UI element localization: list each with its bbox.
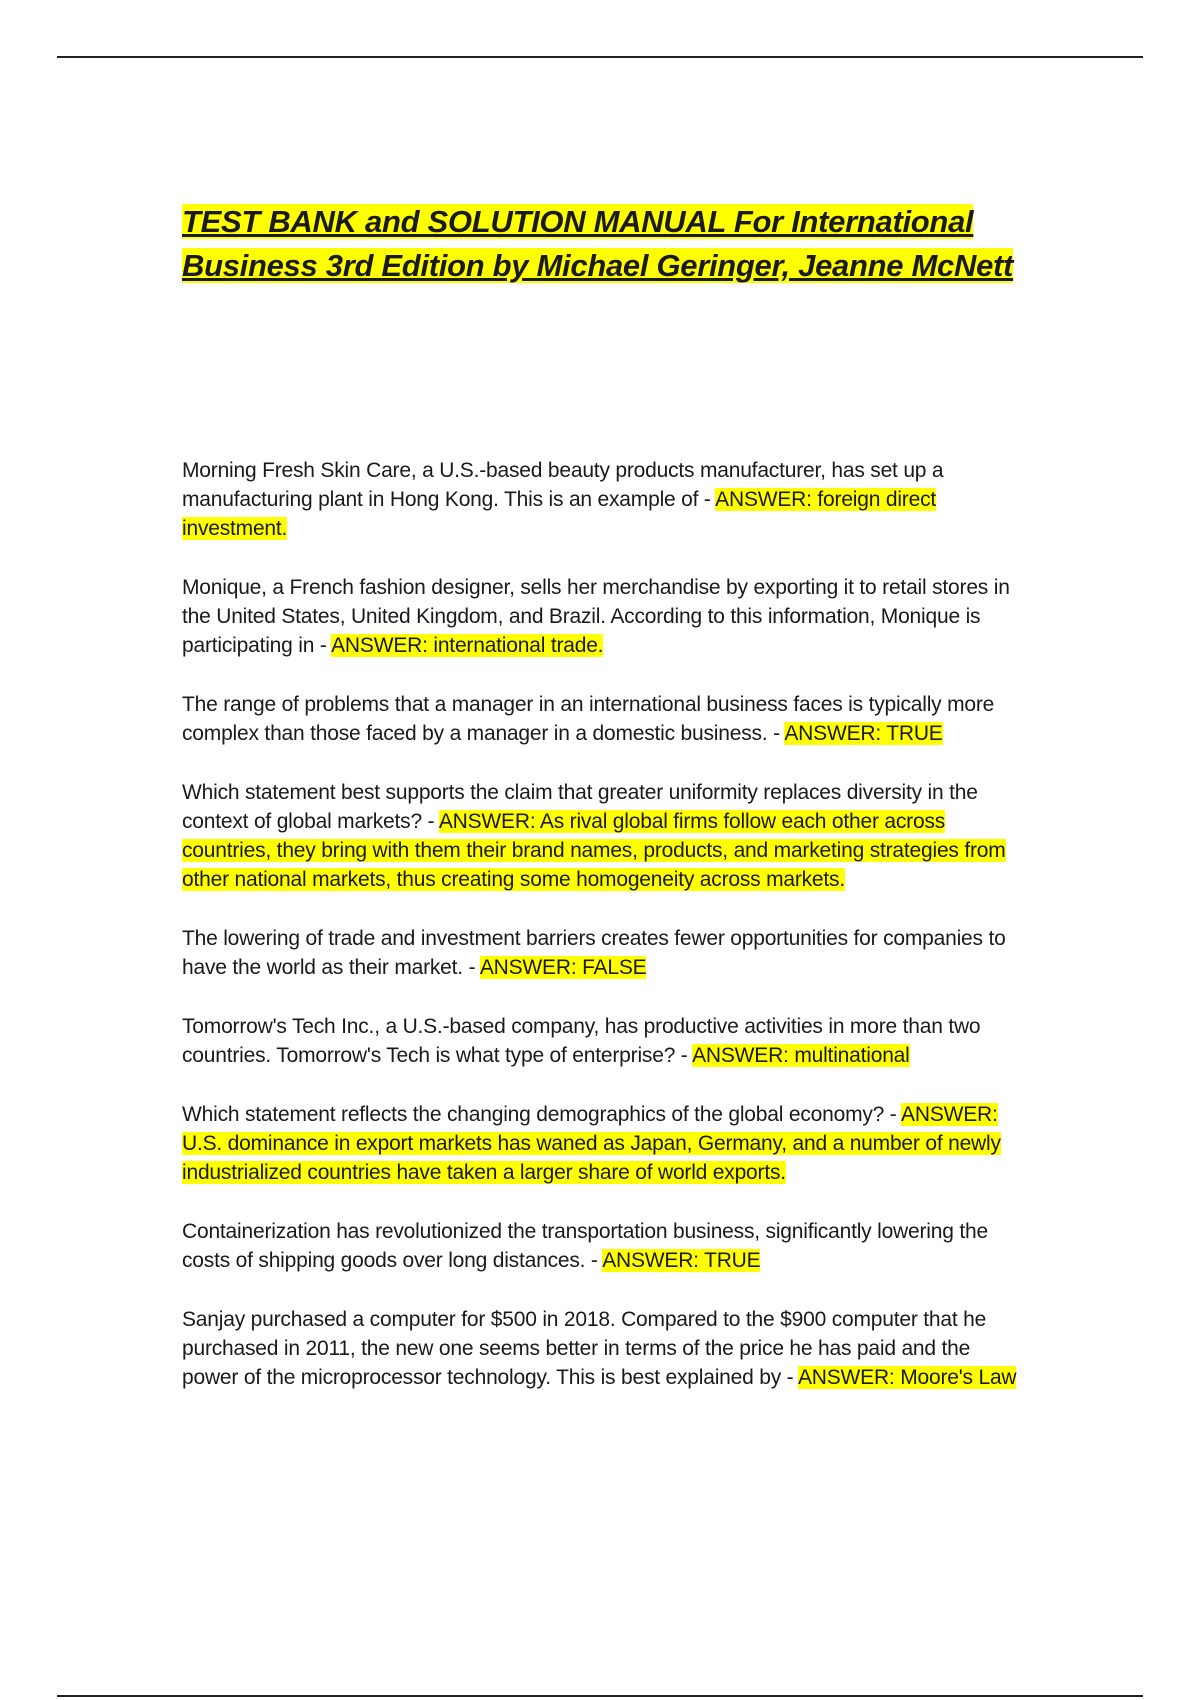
answer-text: ANSWER: As rival global firms follow each other across countries, they bring with them their brand names, products, and marketing strategies from other national markets, thus creating some homogeneity across markets. [182,810,1006,891]
title-text: TEST BANK and SOLUTION MANUAL For International Business 3rd Edition by Michael Geringer, Jeanne McNett [182,204,1014,283]
answer-text: ANSWER: multinational [692,1044,910,1067]
question-text: Which statement best supports the claim that greater uniformity replaces diversity in the context of global markets? - [182,781,978,833]
qa-item [182,1012,1022,1070]
answer-text: ANSWER: U.S. dominance in export markets has waned as Japan, Germany, and a number of newly industrialized countries have taken a larger share of world exports. [182,1103,1001,1184]
question-text: Containerization has revolutionized the transportation business, significantly lowering the costs of shipping goods over long distances. - [182,1220,988,1272]
answer-text: ANSWER: international trade. [331,634,604,657]
question-text: The lowering of trade and investment barriers creates fewer opportunities for companies to have the world as their market. - [182,927,1006,979]
header-rule [57,56,1143,58]
question-text: Morning Fresh Skin Care, a U.S.-based beauty products manufacturer, has set up a manufacturing plant in Hong Kong. This is an example of - [182,459,944,511]
qa-item [182,690,1022,748]
question-text: Tomorrow's Tech Inc., a U.S.-based company, has productive activities in more than two countries. Tomorrow's Tech is what type of enterprise? - [182,1015,981,1067]
qa-item [182,573,1022,660]
qa-item [182,924,1022,982]
answer-text: ANSWER: FALSE [479,956,647,979]
qa-item [182,778,1022,894]
qa-item [182,1100,1022,1187]
qa-item [182,456,1022,543]
answer-text: ANSWER: TRUE [602,1249,761,1272]
answer-text: ANSWER: foreign direct investment. [182,488,937,540]
question-text: The range of problems that a manager in an international business faces is typically more complex than those faced by a manager in a domestic business. - [182,693,995,745]
footer-rule [57,1695,1143,1697]
question-text: Which statement reflects the changing demographics of the global economy? - [182,1103,902,1126]
question-text: Monique, a French fashion designer, sells her merchandise by exporting it to retail stores in the United States, United Kingdom, and Brazil. According to this information, Monique is participating in - [182,576,1010,657]
qa-item [182,1217,1022,1275]
answer-text: ANSWER: Moore's Law [797,1366,1017,1389]
question-text: Sanjay purchased a computer for $500 in 2018. Compared to the $900 computer that he purchased in 2011, the new one seems better in terms of the price he has paid and the power of the microprocessor technology. This is best explained by - [182,1308,987,1389]
document-title [182,200,1022,288]
question-list [182,456,1022,1422]
qa-item [182,1305,1022,1392]
answer-text: ANSWER: TRUE [784,722,943,745]
